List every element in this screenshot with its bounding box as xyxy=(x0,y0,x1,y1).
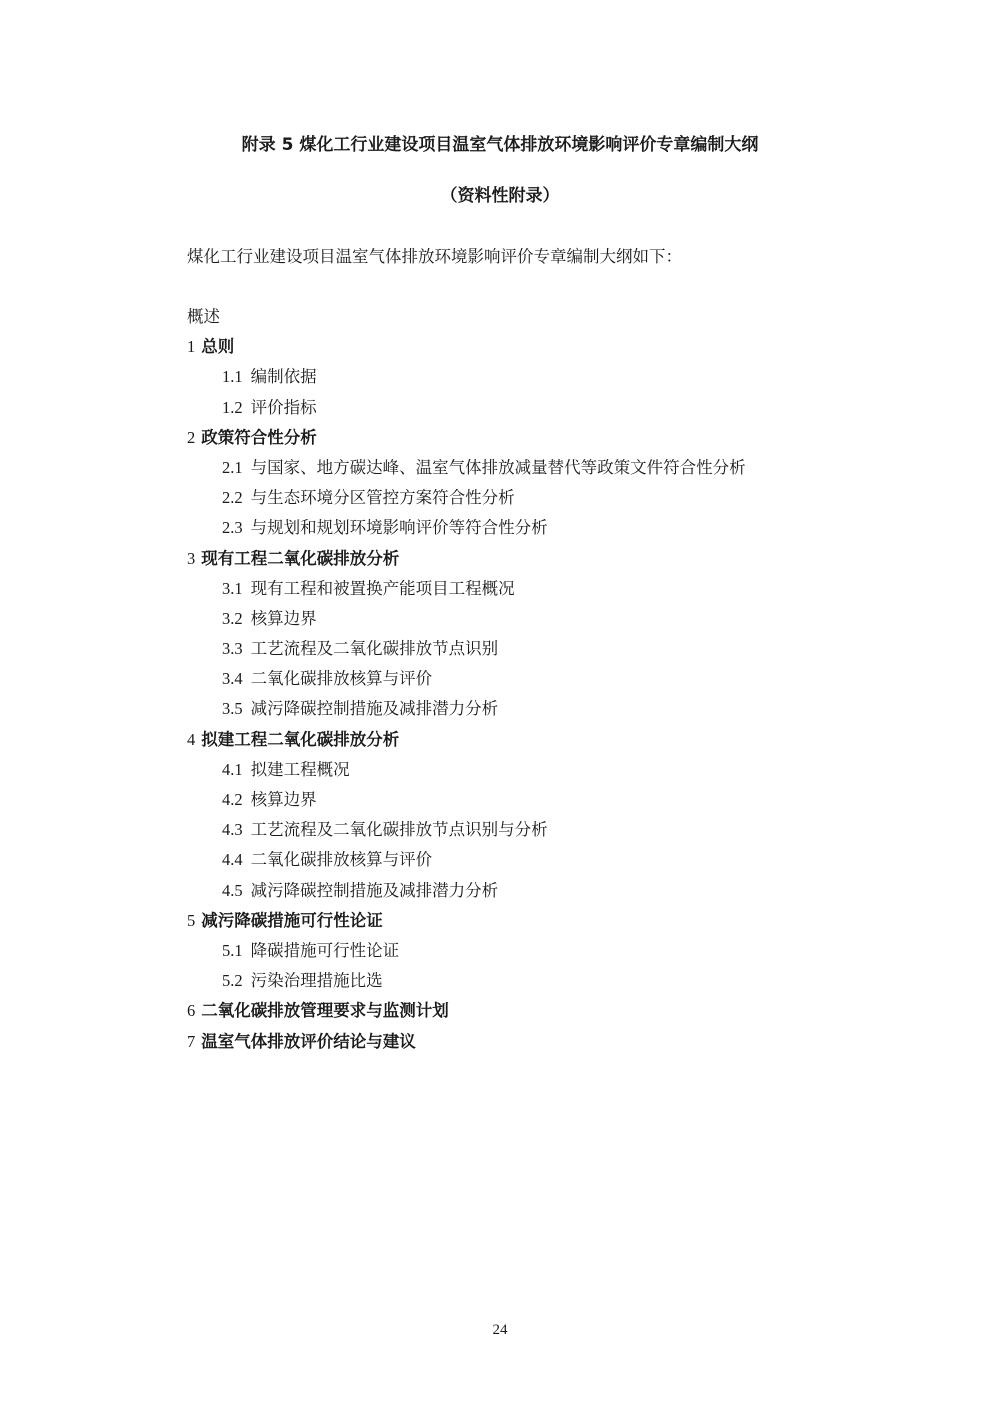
outline-text: 总则 xyxy=(201,337,235,357)
outline-text: 二氧化碳排放核算与评价 xyxy=(250,669,433,689)
outline-section xyxy=(187,1027,827,1057)
outline-subsection xyxy=(187,755,827,785)
outline-section xyxy=(187,725,827,755)
outline-text: 与国家、地方碳达峰、温室气体排放减量替代等政策文件符合性分析 xyxy=(250,457,746,477)
outline-text: 工艺流程及二氧化碳排放节点识别 xyxy=(250,639,499,659)
outline-subsection xyxy=(187,483,827,513)
outline-number: 3.5 xyxy=(222,699,243,719)
outline-subsection xyxy=(187,574,827,604)
outline-section xyxy=(187,332,827,362)
outline-text: 二氧化碳排放核算与评价 xyxy=(250,850,433,870)
outline-subsection xyxy=(187,694,827,724)
outline-subsection xyxy=(187,393,827,423)
outline-text: 核算边界 xyxy=(250,790,317,809)
intro-paragraph: 煤化工行业建设项目温室气体排放环境影响评价专章编制大纲如下： xyxy=(187,247,682,266)
outline-text: 二氧化碳排放管理要求与监测计划 xyxy=(201,1001,449,1021)
outline-section xyxy=(187,906,827,936)
outline-subsection xyxy=(187,785,827,815)
outline-number: 7 xyxy=(187,1031,196,1051)
outline-text: 减污降碳控制措施及减排潜力分析 xyxy=(250,880,499,900)
outline-section xyxy=(187,996,827,1026)
outline-number: 2.3 xyxy=(222,518,243,538)
outline-subsection xyxy=(187,936,827,966)
outline-text: 降碳措施可行性论证 xyxy=(250,940,400,960)
outline-number: 6 xyxy=(187,1001,196,1021)
outline-list xyxy=(187,302,827,1057)
outline-number: 4.2 xyxy=(222,790,243,809)
outline-subsection xyxy=(187,966,827,996)
outline-number: 2 xyxy=(187,427,196,447)
outline-subsection xyxy=(187,634,827,664)
appendix-title: 附录 5 煤化工行业建设项目温室气体排放环境影响评价专章编制大纲 xyxy=(241,135,759,155)
outline-heading xyxy=(187,302,827,332)
outline-text: 评价指标 xyxy=(250,397,317,417)
outline-section xyxy=(187,423,827,453)
outline-number: 4.1 xyxy=(222,759,243,779)
outline-number: 3 xyxy=(187,548,196,568)
outline-subsection xyxy=(187,815,827,845)
outline-text: 编制依据 xyxy=(250,367,317,387)
outline-text: 与规划和规划环境影响评价等符合性分析 xyxy=(250,518,548,538)
outline-number: 4 xyxy=(187,729,196,749)
outline-text: 概述 xyxy=(187,307,220,326)
outline-text: 工艺流程及二氧化碳排放节点识别与分析 xyxy=(250,820,548,840)
outline-text: 政策符合性分析 xyxy=(201,427,317,447)
outline-number: 5 xyxy=(187,910,196,930)
outline-text: 减污降碳措施可行性论证 xyxy=(201,910,383,930)
outline-number: 1 xyxy=(187,337,196,357)
outline-number: 3.3 xyxy=(222,639,243,659)
outline-subsection xyxy=(187,362,827,392)
outline-number: 5.1 xyxy=(222,940,243,960)
outline-text: 拟建工程二氧化碳排放分析 xyxy=(201,729,400,749)
outline-text: 拟建工程概况 xyxy=(250,759,350,779)
outline-text: 温室气体排放评价结论与建议 xyxy=(201,1031,416,1051)
outline-subsection xyxy=(187,604,827,634)
outline-number: 4.5 xyxy=(222,880,243,900)
outline-subsection xyxy=(187,453,827,483)
outline-number: 1.2 xyxy=(222,397,243,417)
outline-number: 3.4 xyxy=(222,669,243,689)
outline-text: 减污降碳控制措施及减排潜力分析 xyxy=(250,699,499,719)
outline-section xyxy=(187,544,827,574)
outline-number: 2.1 xyxy=(222,457,243,477)
outline-number: 5.2 xyxy=(222,971,243,991)
outline-number: 3.2 xyxy=(222,608,243,628)
outline-text: 污染治理措施比选 xyxy=(250,971,383,991)
appendix-subtitle: （资料性附录） xyxy=(440,186,560,206)
outline-subsection xyxy=(187,664,827,694)
outline-subsection xyxy=(187,513,827,543)
outline-text: 现有工程和被置换产能项目工程概况 xyxy=(250,578,515,598)
page-number: 24 xyxy=(492,1322,508,1338)
outline-number: 4.3 xyxy=(222,820,243,840)
outline-number: 3.1 xyxy=(222,578,243,598)
outline-subsection xyxy=(187,845,827,875)
outline-number: 1.1 xyxy=(222,367,243,387)
outline-subsection xyxy=(187,876,827,906)
outline-number: 2.2 xyxy=(222,488,243,508)
outline-text: 与生态环境分区管控方案符合性分析 xyxy=(250,488,515,508)
outline-number: 4.4 xyxy=(222,850,243,870)
outline-text: 现有工程二氧化碳排放分析 xyxy=(201,548,400,568)
outline-text: 核算边界 xyxy=(250,608,317,628)
